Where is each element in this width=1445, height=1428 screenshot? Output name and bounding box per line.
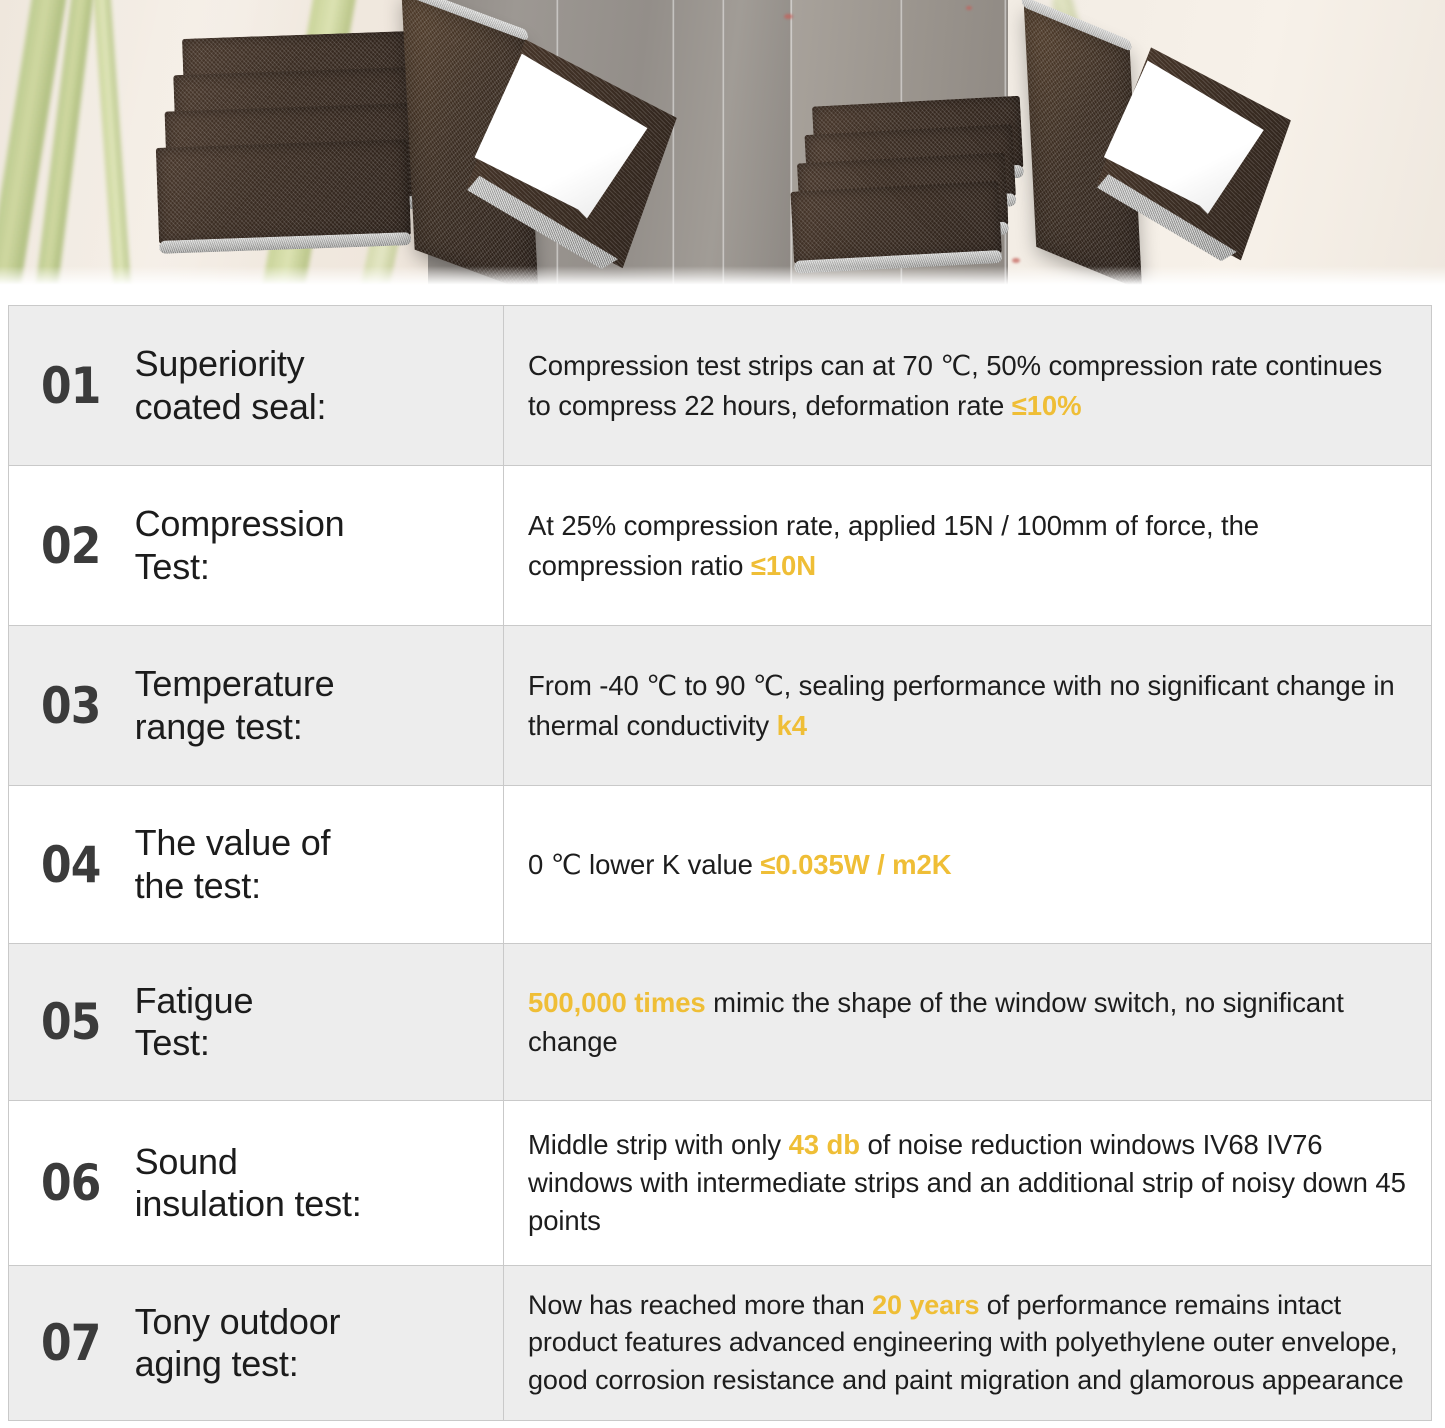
highlight-value: ≤10N (750, 549, 817, 581)
spec-row-number: 03 (41, 676, 101, 735)
spec-row-title: Tony outdoor aging test: (134, 1300, 341, 1384)
spec-row-label-cell (9, 626, 504, 785)
spec-row-description: Now has reached more than 20 years of performance remains intact product features advanced engineering with polyethylene outer envelope, good corrosion resistance and paint migration and glamorous appearance (528, 1290, 1404, 1395)
paint-speck (784, 14, 793, 19)
spec-row-description-cell (504, 944, 1431, 1100)
highlight-value: k4 (776, 709, 807, 741)
spec-row-description-cell (504, 1266, 1431, 1420)
spec-row-number: 05 (41, 993, 101, 1051)
highlight-value: 500,000 times (528, 986, 706, 1018)
spec-row-label-cell (9, 466, 504, 625)
spec-row (9, 786, 1431, 944)
spec-row (9, 466, 1431, 626)
wood-seam (722, 0, 725, 292)
spec-row-label-cell (9, 1101, 504, 1265)
photo-bottom-fade (0, 266, 1445, 292)
spec-row-label-cell (9, 1266, 504, 1420)
seal-strip-layer (790, 181, 1001, 264)
paint-speck (1012, 258, 1020, 263)
spec-row-number: 07 (41, 1314, 101, 1372)
spec-row-number: 01 (41, 356, 101, 415)
spec-row-description-cell (504, 626, 1431, 785)
spec-row (9, 306, 1431, 466)
spec-row (9, 1101, 1431, 1266)
spec-row-title: Temperature range test: (134, 663, 335, 747)
highlight-value: ≤10% (1011, 389, 1082, 421)
spec-row-title: Fatigue Test: (134, 979, 254, 1063)
spec-row-description: From -40 ℃ to 90 ℃, sealing performance with no significant change in thermal conductivity k4 (528, 670, 1395, 741)
spec-row-number: 04 (41, 835, 101, 894)
seal-strip-peel-right (1092, 43, 1295, 266)
paint-speck (966, 6, 972, 10)
highlight-value: 43 db (788, 1129, 860, 1161)
highlight-value: 20 years (872, 1290, 980, 1321)
spec-row-description: Compression test strips can at 70 ℃, 50% compression rate continues to compress 22 hours, deformation rate ≤10% (528, 350, 1383, 421)
spec-row-description: At 25% compression rate, applied 15N / 100mm of force, the compression ratio ≤10N (528, 510, 1259, 581)
spec-row-description-cell (504, 306, 1431, 465)
spec-row-description-cell (504, 466, 1431, 625)
spec-row-label-cell (9, 944, 504, 1100)
spec-row-number: 06 (41, 1154, 101, 1212)
spec-row (9, 1266, 1431, 1420)
seal-strip-layer (156, 139, 411, 244)
strip-top-surface (156, 139, 411, 244)
spec-row-label-cell (9, 306, 504, 465)
highlight-value: ≤0.035W / m2K (760, 848, 952, 880)
spec-row (9, 626, 1431, 786)
spec-row-title: Compression Test: (134, 503, 345, 587)
spec-row (9, 944, 1431, 1101)
spec-row-description: 0 ℃ lower K value ≤0.035W / m2K (528, 848, 952, 880)
spec-row-description: 500,000 times mimic the shape of the window switch, no significant change (528, 986, 1344, 1057)
seal-strip-peel-left (462, 34, 682, 273)
spec-row-title: Sound insulation test: (134, 1140, 362, 1224)
spec-row-description-cell (504, 786, 1431, 943)
spec-row-description: Middle strip with only 43 db of noise reduction windows IV68 IV76 windows with intermediate strips and an additional strip of noisy down 45 points (528, 1129, 1406, 1236)
spec-row-label-cell (9, 786, 504, 943)
spec-row-description-cell (504, 1101, 1431, 1265)
spec-table (8, 305, 1432, 1421)
spec-row-number: 02 (41, 516, 101, 575)
spec-row-title: The value of the test: (134, 822, 331, 906)
spec-row-title: Superiority coated seal: (134, 343, 327, 427)
product-photo (0, 0, 1445, 292)
